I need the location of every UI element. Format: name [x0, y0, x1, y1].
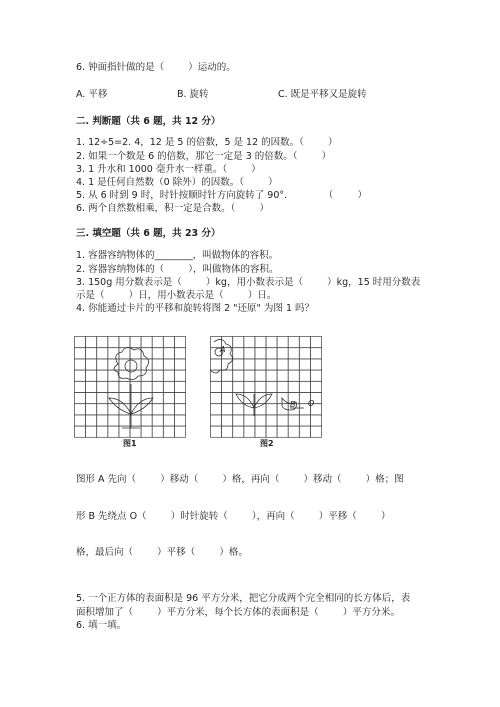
grid-cell	[233, 337, 244, 348]
grid-cell	[310, 415, 321, 426]
grid-cell	[299, 348, 310, 359]
grid-cell	[86, 337, 97, 348]
grid-cell	[119, 381, 130, 392]
grid-cell	[211, 381, 222, 392]
grid-cell	[163, 359, 174, 370]
grid-cell	[75, 359, 86, 370]
grid-cell	[108, 348, 119, 359]
grid-cell	[97, 348, 108, 359]
grid-cell	[97, 337, 108, 348]
grid-cell	[288, 426, 299, 437]
grid-cell	[299, 381, 310, 392]
grid-cell	[255, 337, 266, 348]
grid-cell	[310, 359, 321, 370]
grid-cell	[299, 415, 310, 426]
judge-item-4: 4. 1 是任何自然数（0 除外）的因数。（ ）	[76, 177, 278, 188]
grid-cell	[130, 337, 141, 348]
grid-cell	[75, 348, 86, 359]
fill-item-2: 2. 容器容纳物体的（ ），叫做物体的容积。	[76, 264, 279, 275]
grid-cell	[266, 359, 277, 370]
grid-cell	[299, 370, 310, 381]
grid-cell	[266, 426, 277, 437]
grid-cell	[299, 359, 310, 370]
grid-cell	[244, 348, 255, 359]
grid-cell	[310, 381, 321, 392]
grid-cell	[244, 381, 255, 392]
grid-cell	[163, 426, 174, 437]
grid-cell	[211, 359, 222, 370]
grid-cell	[211, 404, 222, 415]
grid-cell	[174, 381, 185, 392]
grid-cell	[97, 426, 108, 437]
grid-cell	[174, 393, 185, 404]
grid-cell	[255, 348, 266, 359]
grid-cell	[130, 381, 141, 392]
grid-cell	[233, 404, 244, 415]
grid-cell	[211, 393, 222, 404]
grid-cell	[266, 381, 277, 392]
grid-cell	[222, 381, 233, 392]
flower-drawing	[109, 347, 153, 428]
grid-cell	[222, 393, 233, 404]
grid-cell	[244, 393, 255, 404]
grid-cell	[97, 404, 108, 415]
grid-cell	[141, 415, 152, 426]
grid-cell	[211, 426, 222, 437]
grid-cell	[233, 426, 244, 437]
grid-cell	[222, 426, 233, 437]
grid-cell	[211, 415, 222, 426]
grid-cell	[255, 359, 266, 370]
grid-cell	[244, 359, 255, 370]
label-o: O	[308, 399, 315, 408]
grid-cell	[119, 415, 130, 426]
judge-item-6: 6. 两个自然数相乘，积一定是合数。（ ）	[76, 203, 269, 214]
grid-cell	[75, 381, 86, 392]
grid-cell	[152, 426, 163, 437]
grid-cell	[108, 426, 119, 437]
q5-line-1: 5. 一个正方体的表面积是 96 平方分米，把它分成两个完全相同的长方体后，表	[76, 593, 411, 604]
fill-item-4: 4. 你能通过卡片的平移和旋转将图 2 "还原" 为图 1 吗？	[76, 303, 315, 314]
label-a: A	[220, 345, 226, 354]
grid-cell	[152, 370, 163, 381]
grid-cell	[233, 415, 244, 426]
grid-cell	[75, 370, 86, 381]
grid-cell	[310, 348, 321, 359]
fill-item-3-line1: 3. 150g 用分数表示是（ ）kg，用小数表示是（ ）kg，15 时用分数表	[76, 277, 421, 288]
q6-fill-heading: 6. 填一填。	[76, 620, 127, 631]
q4-answer-row-2: 形 B 先绕点 O（ ）时针旋转（ ），再向（ ）平移（ ）	[76, 511, 391, 522]
grid-cell	[222, 404, 233, 415]
grid-cell	[174, 337, 185, 348]
figure-1-grid	[74, 336, 186, 438]
grid-cell	[163, 415, 174, 426]
grid-cell	[174, 426, 185, 437]
q5-line-2: 面积增加了（ ）平方分米，每个长方体的表面积是（ ）平方分米。	[76, 607, 400, 618]
q4-answer-row-1: 图形 A 先向（ ）移动（ ）格，再向（ ）移动（ ）格；图	[76, 474, 404, 485]
grid-cell	[163, 348, 174, 359]
grid-cell	[299, 337, 310, 348]
grid-cell	[277, 359, 288, 370]
q6-stem: 6. 钟面指针做的是（ ）运动的。	[76, 62, 236, 73]
label-b: B	[290, 400, 296, 409]
grid-cell	[108, 381, 119, 392]
grid-cell	[163, 404, 174, 415]
grid-cell	[108, 415, 119, 426]
grid-cell	[244, 404, 255, 415]
grid-cell	[277, 348, 288, 359]
grid-cell	[233, 381, 244, 392]
q4-answer-row-3: 格，最后向（ ）平移（ ）格。	[76, 547, 248, 558]
grid-cell	[141, 381, 152, 392]
grid-cell	[152, 404, 163, 415]
grid-cell	[86, 359, 97, 370]
q6-option-b: B. 旋转	[177, 89, 209, 100]
grid-cell	[266, 337, 277, 348]
grid-cell	[244, 426, 255, 437]
grid-cell	[277, 415, 288, 426]
grid-cell	[310, 337, 321, 348]
grid-cell	[277, 370, 288, 381]
grid-cell	[86, 348, 97, 359]
grid-cell	[108, 337, 119, 348]
figure-1-caption: 图1	[123, 439, 137, 448]
grid-cell	[152, 393, 163, 404]
grid-cell	[152, 337, 163, 348]
grid-cell	[141, 348, 152, 359]
grid-cell	[163, 370, 174, 381]
grid-cell	[288, 415, 299, 426]
grid-cell	[310, 370, 321, 381]
grid-cell	[288, 337, 299, 348]
grid-cell	[141, 337, 152, 348]
judge-item-5: 5. 从 6 时到 9 时，时针按顺时针方向旋转了 90°． （ ）	[76, 190, 367, 201]
grid-cell	[86, 370, 97, 381]
grid-cell	[119, 337, 130, 348]
q6-option-a: A. 平移	[76, 89, 108, 100]
grid-cell	[163, 393, 174, 404]
grid-cell	[244, 337, 255, 348]
grid-cell	[75, 415, 86, 426]
grid-cell	[75, 393, 86, 404]
figure-2-grid	[210, 336, 322, 438]
grid-cell	[86, 393, 97, 404]
judge-item-1: 1. 12÷5=2. 4，12 是 5 的倍数，5 是 12 的因数。（ ）	[76, 137, 338, 148]
grid-cell	[288, 381, 299, 392]
grid-cell	[244, 370, 255, 381]
grid-cell	[163, 381, 174, 392]
grid-cell	[233, 370, 244, 381]
grid-cell	[86, 415, 97, 426]
grid-cell	[174, 359, 185, 370]
grid-cell	[97, 370, 108, 381]
grid-cell	[222, 415, 233, 426]
fill-section-heading: 三. 填空题（共 6 题，共 23 分）	[76, 228, 221, 239]
grid-cell	[266, 348, 277, 359]
grid-cell	[86, 404, 97, 415]
grid-cell	[255, 381, 266, 392]
grid-cell	[86, 426, 97, 437]
stem-with-leaves	[236, 394, 272, 416]
grid-cell	[97, 393, 108, 404]
grid-cell	[174, 370, 185, 381]
grid-cell	[75, 337, 86, 348]
judge-item-3: 3. 1 升水和 1000 毫升水一样重。（ ）	[76, 164, 261, 175]
grid-cell	[174, 348, 185, 359]
grid-cell	[266, 370, 277, 381]
grid-cell	[288, 348, 299, 359]
grid-cell	[163, 337, 174, 348]
grid-cell	[97, 415, 108, 426]
grid-cell	[255, 415, 266, 426]
grid-cell	[75, 426, 86, 437]
grid-cell	[266, 415, 277, 426]
grid-cell	[277, 337, 288, 348]
grid-cell	[255, 404, 266, 415]
q6-option-c: C. 既是平移又是旋转	[278, 89, 367, 100]
grid-cell	[255, 426, 266, 437]
grid-cell	[152, 415, 163, 426]
grid-cell	[266, 404, 277, 415]
grid-cell	[277, 381, 288, 392]
grid-cell	[244, 415, 255, 426]
grid-cell	[119, 393, 130, 404]
grid-cell	[174, 404, 185, 415]
grid-cell	[233, 348, 244, 359]
grid-cell	[288, 359, 299, 370]
grid-cell	[119, 348, 130, 359]
grid-cell	[86, 381, 97, 392]
grid-cell	[152, 359, 163, 370]
grid-cell	[222, 370, 233, 381]
grid-cell	[141, 426, 152, 437]
grid-cell	[130, 393, 141, 404]
grid-cell	[310, 426, 321, 437]
grid-cell	[141, 359, 152, 370]
grid-cell	[130, 359, 141, 370]
judge-section-heading: 二. 判断题（共 6 题，共 12 分）	[76, 116, 221, 127]
grid-cell	[130, 415, 141, 426]
fill-item-3-line2: 示是（ ）日，用小数表示是（ ）日。	[76, 290, 277, 301]
grid-cell	[233, 359, 244, 370]
grid-cell	[288, 370, 299, 381]
judge-item-2: 2. 如果一个数是 6 的倍数，那它一定是 3 的倍数。（ ）	[76, 151, 332, 162]
grid-cell	[108, 404, 119, 415]
grid-cell	[152, 381, 163, 392]
grid-cell	[75, 404, 86, 415]
grid-cell	[97, 381, 108, 392]
fill-item-1: 1. 容器容纳物体的________，叫做物体的容积。	[76, 250, 279, 261]
grid-cell	[277, 426, 288, 437]
grid-cell	[97, 359, 108, 370]
figure-2-caption: 图2	[260, 439, 274, 448]
grid-cell	[255, 370, 266, 381]
grid-cell	[299, 426, 310, 437]
grid-cell	[152, 348, 163, 359]
grid-cell	[174, 415, 185, 426]
